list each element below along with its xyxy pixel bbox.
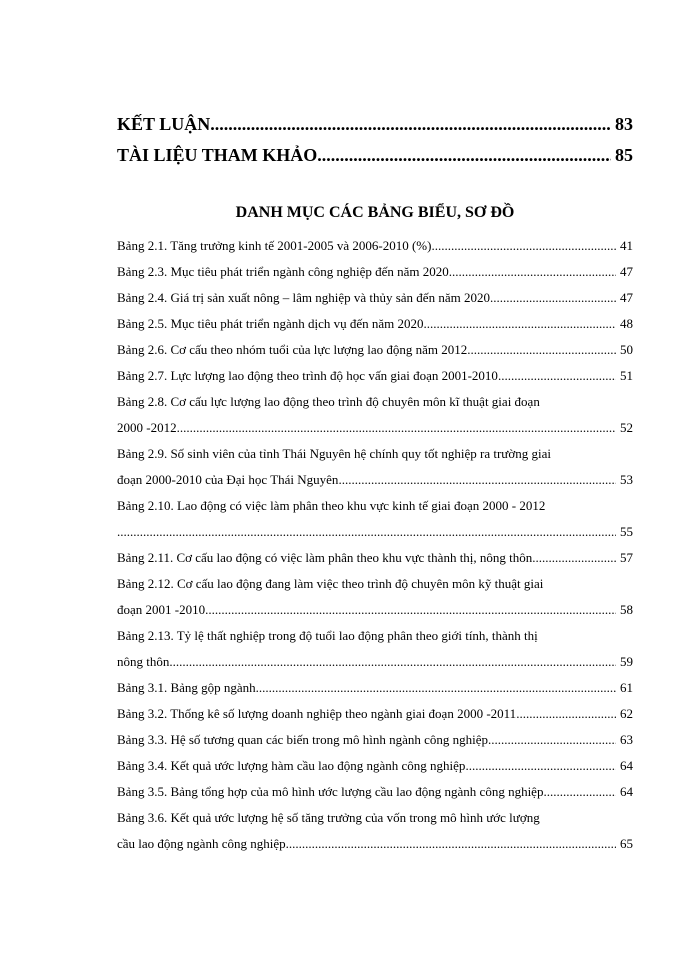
table-entry[interactable]	[117, 264, 633, 280]
dot-leader	[338, 472, 616, 488]
table-entry-page: 51	[620, 368, 633, 383]
table-entry-label-cont: đoạn 2001 -2010	[117, 602, 206, 617]
table-entry-line2[interactable]	[117, 836, 633, 852]
table-entry-line1[interactable]	[117, 810, 633, 826]
table-entry-line1[interactable]	[117, 628, 633, 644]
table-entry-line2[interactable]	[117, 472, 633, 488]
dot-leader	[317, 145, 611, 166]
table-entry[interactable]	[117, 316, 633, 332]
table-entry-page: 57	[620, 550, 633, 565]
table-entry-page: 59	[620, 654, 633, 669]
table-entry-page: 63	[620, 732, 633, 747]
dot-leader	[516, 706, 616, 722]
table-entry[interactable]	[117, 550, 633, 566]
dot-leader	[449, 264, 616, 280]
dot-leader	[424, 316, 616, 332]
table-entry[interactable]	[117, 290, 633, 306]
table-entry-page: 48	[620, 316, 633, 331]
table-entry-line2[interactable]	[117, 602, 633, 618]
table-entry[interactable]	[117, 732, 633, 748]
table-entry-label-cont: đoạn 2000-2010 của Đại học Thái Nguyên	[117, 472, 339, 487]
table-entry[interactable]	[117, 342, 633, 358]
toc-entry-conclusion[interactable]	[117, 114, 633, 135]
table-entry-label-cont: nông thôn	[117, 654, 170, 669]
dot-leader	[498, 368, 616, 384]
table-entry-label: Bảng 2.3. Mục tiêu phát triển ngành công nghiệp đến năm 2020	[117, 264, 449, 279]
table-entry-page: 50	[620, 342, 633, 357]
table-entry-page: 65	[620, 836, 633, 851]
table-entry-page: 64	[620, 758, 633, 773]
table-entry-page: 53	[620, 472, 633, 487]
table-entry-label: Bảng 2.11. Cơ cấu lao động có việc làm phân theo khu vực thành thị, nông thôn	[117, 550, 533, 565]
table-entry-label: Bảng 3.5. Bảng tổng hợp của mô hình ước lượng cầu lao động ngành công nghiệp	[117, 784, 544, 799]
toc-entry-page: 85	[615, 145, 633, 165]
table-entry-page: 61	[620, 680, 633, 695]
dot-leader	[490, 290, 616, 306]
dot-leader	[117, 524, 616, 540]
section-title: DANH MỤC CÁC BẢNG BIỂU, SƠ ĐỒ	[235, 204, 515, 221]
table-entry-label: Bảng 2.12. Cơ cấu lao động đang làm việc theo trình độ chuyên môn kỹ thuật giai	[117, 576, 544, 591]
dot-leader	[488, 732, 616, 748]
dot-leader	[286, 836, 616, 852]
dot-leader	[543, 784, 616, 800]
table-entry-label: Bảng 2.9. Số sinh viên của tỉnh Thái Nguyên hệ chính quy tốt nghiệp ra trường giai	[117, 446, 551, 461]
table-entry-label: Bảng 2.6. Cơ cấu theo nhóm tuổi của lực lượng lao động năm 2012	[117, 342, 468, 357]
dot-leader	[169, 654, 616, 670]
table-entry-label: Bảng 3.2. Thống kê số lượng doanh nghiệp theo ngành giai đoạn 2000 -2011	[117, 706, 517, 721]
table-entry-line2[interactable]	[117, 524, 633, 540]
dot-leader	[177, 420, 616, 436]
dot-leader	[532, 550, 616, 566]
toc-entry-references[interactable]	[117, 145, 633, 166]
table-entry-page: 41	[620, 238, 633, 253]
toc-entry-page: 83	[615, 114, 633, 134]
table-entry[interactable]	[117, 758, 633, 774]
table-entry-line2[interactable]	[117, 420, 633, 436]
table-entry-label-cont: cầu lao động ngành công nghiệp	[117, 836, 286, 851]
table-entry-label: Bảng 2.4. Giá trị sản xuất nông – lâm nghiệp và thủy sản đến năm 2020	[117, 290, 490, 305]
table-entry-label: Bảng 2.7. Lực lượng lao động theo trình độ học vấn giai đoạn 2001-2010	[117, 368, 498, 383]
table-entry-label: Bảng 3.4. Kết quả ước lượng hàm cầu lao động ngành công nghiệp	[117, 758, 466, 773]
table-entry-line1[interactable]	[117, 446, 633, 462]
table-entry-line1[interactable]	[117, 394, 633, 410]
dot-leader	[205, 602, 616, 618]
table-entry-page: 64	[620, 784, 633, 799]
table-entry-label: Bảng 2.8. Cơ cấu lực lượng lao động theo trình độ chuyên môn kĩ thuật giai đoạn	[117, 394, 540, 409]
table-entry[interactable]	[117, 238, 633, 254]
table-entry-line1[interactable]	[117, 576, 633, 592]
toc-entry-label: TÀI LIỆU THAM KHẢO	[117, 145, 318, 165]
table-entry-label: Bảng 2.10. Lao động có việc làm phân theo khu vực kinh tế giai đoạn 2000 - 2012	[117, 498, 546, 513]
table-entry[interactable]	[117, 706, 633, 722]
dot-leader	[256, 680, 616, 696]
table-entry-label: Bảng 3.6. Kết quả ước lượng hệ số tăng trưởng của vốn trong mô hình ước lượng	[117, 810, 540, 825]
table-entry-label: Bảng 2.1. Tăng trưởng kinh tế 2001-2005 và 2006-2010 (%)	[117, 238, 432, 253]
dot-leader	[431, 238, 616, 254]
toc-entry-label: KẾT LUẬN	[117, 114, 211, 134]
table-entry-label-cont: 2000 -2012	[117, 420, 177, 435]
table-entry-line1[interactable]	[117, 498, 633, 514]
table-entry-label: Bảng 3.3. Hệ số tương quan các biến trong mô hình ngành công nghiệp	[117, 732, 488, 747]
table-entry-page: 62	[620, 706, 633, 721]
table-entry-line2[interactable]	[117, 654, 633, 670]
table-entry-label: Bảng 3.1. Bảng gộp ngành	[117, 680, 256, 695]
table-entry-page: 47	[620, 264, 633, 279]
table-entry[interactable]	[117, 680, 633, 696]
table-entry-page: 47	[620, 290, 633, 305]
table-entry[interactable]	[117, 784, 633, 800]
dot-leader	[467, 342, 616, 358]
table-entry-label: Bảng 2.5. Mục tiêu phát triển ngành dịch vụ đến năm 2020	[117, 316, 424, 331]
table-entry-page: 55	[620, 524, 633, 539]
table-entry-page: 52	[620, 420, 633, 435]
table-entry-label: Bảng 2.13. Tỷ lệ thất nghiệp trong độ tuổi lao động phân theo giới tính, thành thị	[117, 628, 538, 643]
table-entry-page: 58	[620, 602, 633, 617]
table-entry[interactable]	[117, 368, 633, 384]
dot-leader	[465, 758, 616, 774]
dot-leader	[210, 114, 611, 135]
